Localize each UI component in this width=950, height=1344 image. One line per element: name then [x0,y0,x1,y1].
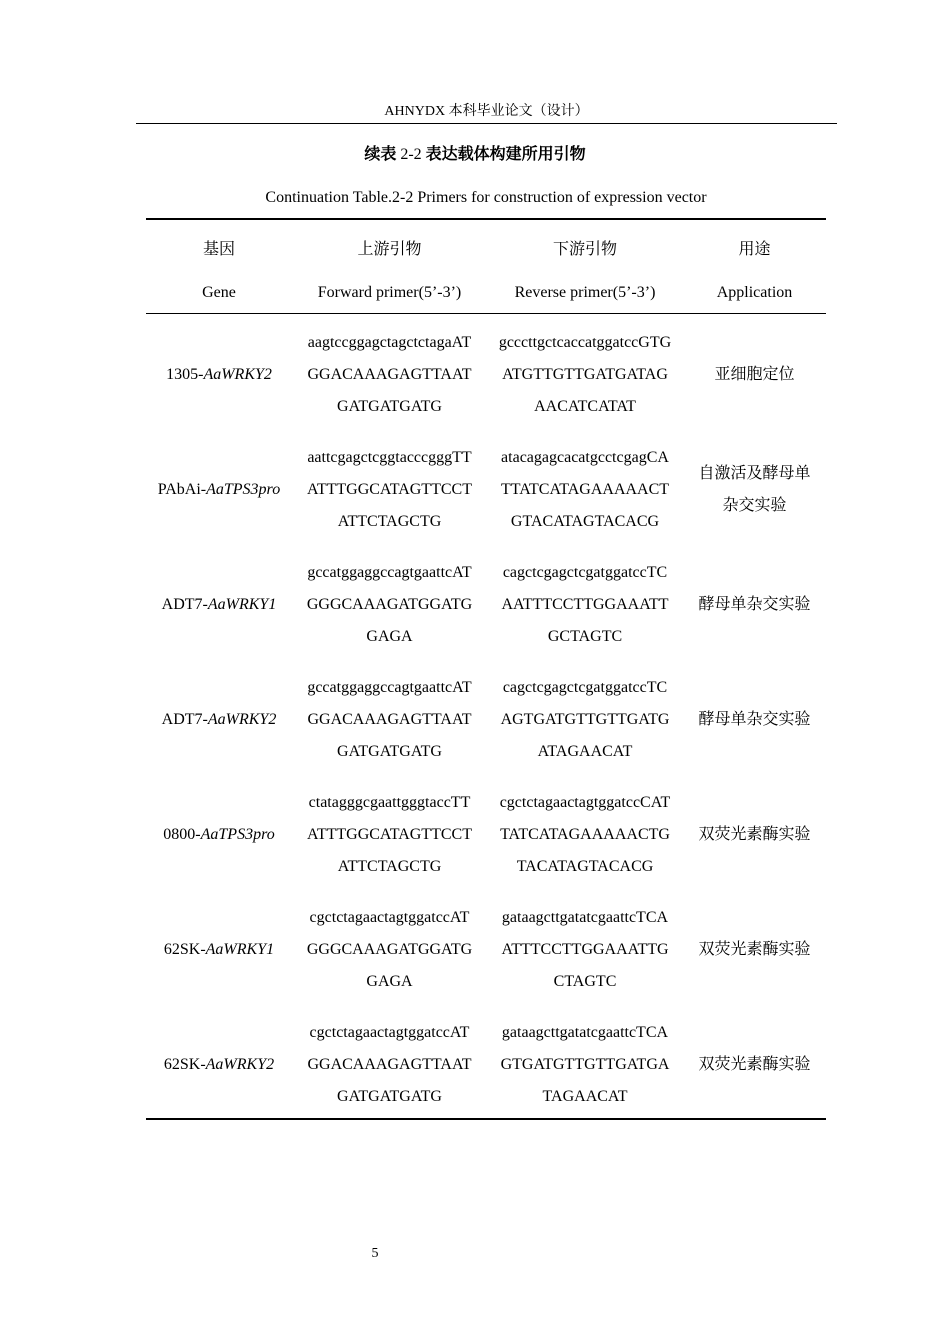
gene-vector-prefix: 62SK- [163,941,206,958]
primer-line: ATTCTAGCTG [337,858,442,875]
primer-line: GTGATGTTGTTGATGA [500,1056,670,1073]
table-caption-en: Continuation Table.2-2 Primers for construction of expression vector [265,189,707,206]
primer-line: cgctctagaactagtggatccCAT [499,794,671,811]
primer-line: TACATAGTACACG [516,858,654,875]
primer-line: ATGTTGTTGATGATAG [502,366,668,383]
header-application-cn: 用途 [738,241,771,258]
forward-primer-cell [292,440,487,540]
primer-line: GGACAAAGAGTTAAT [307,1056,472,1073]
application-line: 双荧光素酶实验 [698,826,811,843]
gene-name [164,934,274,966]
primer-line: AGTGATGTTGTTGATG [500,711,670,728]
primer-line: GCTAGTC [547,628,623,645]
gene-name [162,589,277,621]
gene-cell [146,900,292,1000]
gene-vector-prefix: 1305- [166,366,204,383]
table-header-rule [146,313,826,314]
gene-symbol: AaWRKY1 [207,596,277,613]
primer-line: GGACAAAGAGTTAAT [307,366,472,383]
table-row [146,555,826,655]
application-cell [683,900,826,1000]
forward-primer-cell [292,1015,487,1115]
forward-primer-cell [292,555,487,655]
primer-line: AACATCATAT [534,398,636,415]
caption-cn-label: 续表 [364,146,397,163]
primer-line: gccatggaggccagtgaattcAT [307,564,472,581]
gene-symbol: AaTPS3pro [206,481,281,498]
primer-line: GGACAAAGAGTTAAT [307,711,472,728]
primer-line: ATTCTAGCTG [337,513,442,530]
header-gene-en: Gene [202,284,236,301]
primer-line: ATAGAACAT [537,743,633,760]
header-forward-cn: 上游引物 [357,241,422,258]
application-line: 双荧光素酶实验 [698,941,811,958]
application-cell [683,325,826,425]
application-line: 自激活及酵母单 [698,465,811,482]
gene-vector-prefix: ADT7- [161,711,208,728]
header-forward-en: Forward primer(5’-3’) [317,284,462,301]
primer-line: cagctcgagctcgatggatccTC [502,679,668,696]
primer-line: ctatagggcgaattgggtaccTT [308,794,471,811]
primer-line: cagctcgagctcgatggatccTC [502,564,668,581]
gene-name [166,359,272,391]
header-reverse-en: Reverse primer(5’-3’) [514,284,656,301]
application-cell [683,785,826,885]
forward-primer-cell [292,325,487,425]
gene-vector-prefix: 0800- [163,826,201,843]
primer-line: ATTTGGCATAGTTCCT [307,481,472,498]
reverse-primer-cell [487,325,683,425]
primer-line: aagtccggagctagctctagaAT [307,334,472,351]
header-rule [136,123,837,124]
gene-vector-prefix: PAbAi- [157,481,207,498]
caption-cn-title: 表达载体构建所用引物 [425,146,586,163]
table-bottom-rule [146,1118,826,1120]
table-top-rule [146,218,826,220]
gene-vector-prefix: ADT7- [161,596,208,613]
gene-symbol: AaWRKY2 [205,1056,275,1073]
gene-cell [146,670,292,770]
gene-symbol: AaWRKY2 [203,366,272,383]
gene-cell [146,440,292,540]
application-cell [683,555,826,655]
gene-name [162,704,277,736]
reverse-primer-cell [487,555,683,655]
primer-line: AATTTCCTTGGAAATT [501,596,669,613]
primer-line: gataagcttgatatcgaattcTCA [501,909,669,926]
forward-primer-cell [292,785,487,885]
caption-cn-number: 2-2 [396,146,426,163]
forward-primer-cell [292,900,487,1000]
running-header: AHNYDX 本科毕业论文（设计） [384,104,589,119]
reverse-primer-cell [487,900,683,1000]
table-row [146,670,826,770]
primer-line: TAGAACAT [542,1088,628,1105]
table-row [146,440,826,540]
primer-line: cgctctagaactagtggatccAT [309,1024,470,1041]
primer-line: GATGATGATG [337,1088,442,1105]
table-caption-cn [0,144,950,166]
gene-vector-prefix: 62SK- [163,1056,206,1073]
gene-name [163,819,274,851]
header-application-en: Application [716,284,793,301]
primer-line: GAGA [366,973,413,990]
primer-line: ATTTCCTTGGAAATTG [501,941,669,958]
gene-name [158,474,280,506]
application-cell [683,670,826,770]
primer-line: GGGCAAAGATGGATG [306,941,473,958]
primer-line: aattcgagctcggtacccgggTT [307,449,472,466]
application-line: 杂交实验 [722,497,787,514]
reverse-primer-cell [487,1015,683,1115]
primer-line: CTAGTC [553,973,617,990]
primer-line: cgctctagaactagtggatccAT [309,909,470,926]
reverse-primer-cell [487,440,683,540]
gene-cell [146,785,292,885]
primer-line: GTACATAGTACACG [510,513,660,530]
gene-cell [146,555,292,655]
application-line: 酵母单杂交实验 [698,711,811,728]
gene-symbol: AaWRKY2 [207,711,277,728]
application-cell [683,440,826,540]
gene-symbol: AaTPS3pro [200,826,275,843]
application-line: 双荧光素酶实验 [698,1056,811,1073]
application-cell [683,1015,826,1115]
primer-line: GAGA [366,628,413,645]
primer-line: gcccttgctcaccatggatccGTG [498,334,672,351]
application-line: 酵母单杂交实验 [698,596,811,613]
reverse-primer-cell [487,670,683,770]
primer-line: GATGATGATG [337,398,442,415]
primer-line: GGGCAAAGATGGATG [306,596,473,613]
application-line: 亚细胞定位 [714,366,795,383]
forward-primer-cell [292,670,487,770]
primer-line: gataagcttgatatcgaattcTCA [501,1024,669,1041]
primer-line: ATTTGGCATAGTTCCT [307,826,472,843]
primer-line: atacagagcacatgcctcgagCA [501,449,669,466]
primer-line: gccatggaggccagtgaattcAT [307,679,472,696]
table-row [146,900,826,1000]
primer-line: GATGATGATG [337,743,442,760]
primer-line: TTATCATAGAAAAACT [500,481,670,498]
header-reverse-cn: 下游引物 [552,241,617,258]
gene-symbol: AaWRKY1 [205,941,275,958]
primer-line: TATCATAGAAAAACTG [500,826,670,843]
table-row [146,1015,826,1115]
gene-cell [146,325,292,425]
table-row [146,785,826,885]
gene-name [164,1049,274,1081]
header-gene-cn: 基因 [202,241,235,258]
gene-cell [146,1015,292,1115]
reverse-primer-cell [487,785,683,885]
page-number: 5 [371,1246,379,1261]
table-row [146,325,826,425]
